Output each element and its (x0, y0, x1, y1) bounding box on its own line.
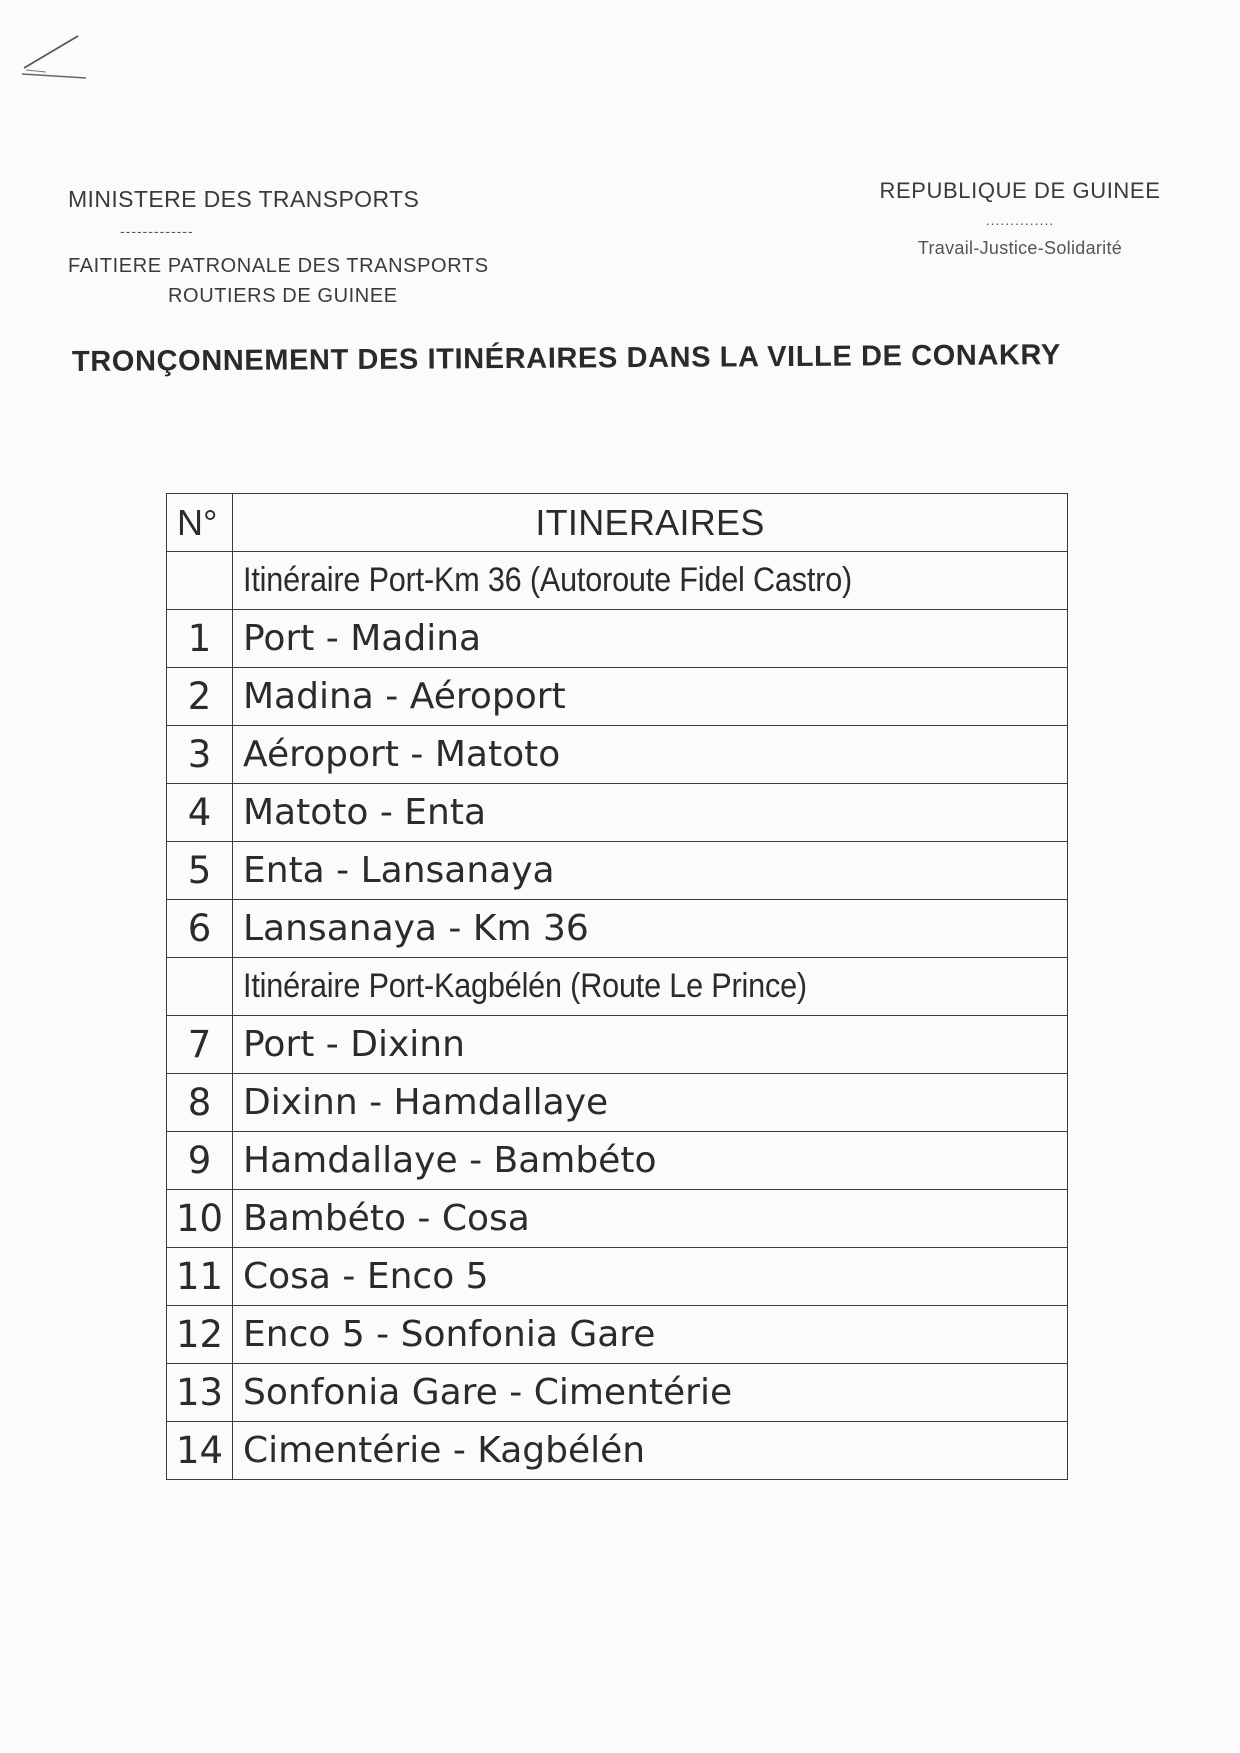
row-itinerary: Dixinn - Hamdallaye (233, 1074, 1068, 1132)
table-row (167, 1306, 1068, 1364)
section-title (233, 958, 1068, 1016)
table-row (167, 1074, 1068, 1132)
row-number: 7 (167, 1016, 233, 1074)
federation-name-line1: FAITIERE PATRONALE DES TRANSPORTS (68, 255, 489, 277)
republic-header (860, 178, 1180, 259)
republic-name: REPUBLIQUE DE GUINEE (879, 178, 1161, 203)
row-number: 1 (167, 610, 233, 668)
table-row (167, 900, 1068, 958)
national-motto: Travail-Justice-Solidarité (917, 238, 1123, 258)
row-itinerary: Port - Dixinn (233, 1016, 1068, 1074)
row-itinerary: Enco 5 - Sonfonia Gare (233, 1306, 1068, 1364)
table-row (167, 1016, 1068, 1074)
ministry-header (68, 186, 508, 311)
row-number: 6 (167, 900, 233, 958)
row-itinerary: Enta - Lansanaya (233, 842, 1068, 900)
row-itinerary: Matoto - Enta (233, 784, 1068, 842)
itineraries-table (166, 493, 1068, 1480)
row-itinerary: Madina - Aéroport (233, 668, 1068, 726)
row-itinerary: Bambéto - Cosa (233, 1190, 1068, 1248)
right-separator: .............. (985, 212, 1055, 228)
row-itinerary: Aéroport - Matoto (233, 726, 1068, 784)
section-number-cell (167, 958, 233, 1016)
pen-mark-icon (16, 30, 96, 90)
itineraries-table-container (166, 493, 1068, 1480)
section-title-text: Itinéraire Port-Kagbélén (Route Le Prince) (243, 967, 807, 1005)
table-header-row (167, 494, 1068, 552)
column-header-itineraries: ITINERAIRES (233, 494, 1068, 552)
table-row (167, 842, 1068, 900)
row-number: 10 (167, 1190, 233, 1248)
section-number-cell (167, 552, 233, 610)
section-title (233, 552, 1068, 610)
row-number: 14 (167, 1422, 233, 1480)
row-number: 12 (167, 1306, 233, 1364)
section-row (167, 552, 1068, 610)
table-row (167, 1248, 1068, 1306)
row-number: 5 (167, 842, 233, 900)
table-row (167, 668, 1068, 726)
federation-name-line2: ROUTIERS DE GUINEE (168, 285, 398, 307)
table-row (167, 726, 1068, 784)
table-row (167, 1190, 1068, 1248)
row-number: 3 (167, 726, 233, 784)
left-separator: ------------- (120, 223, 194, 239)
page-title: TRONÇONNEMENT DES ITINÉRAIRES DANS LA VILLE DE CONAKRY (71, 339, 1061, 378)
table-row (167, 610, 1068, 668)
row-itinerary: Cimentérie - Kagbélén (233, 1422, 1068, 1480)
section-row (167, 958, 1068, 1016)
row-itinerary: Cosa - Enco 5 (233, 1248, 1068, 1306)
table-row (167, 1132, 1068, 1190)
table-row (167, 1422, 1068, 1480)
row-itinerary: Hamdallaye - Bambéto (233, 1132, 1068, 1190)
row-number: 11 (167, 1248, 233, 1306)
section-title-text: Itinéraire Port-Km 36 (Autoroute Fidel Castro) (243, 561, 853, 599)
row-number: 13 (167, 1364, 233, 1422)
column-header-number: N° (167, 494, 233, 552)
row-itinerary: Sonfonia Gare - Cimentérie (233, 1364, 1068, 1422)
row-number: 2 (167, 668, 233, 726)
ministry-name: MINISTERE DES TRANSPORTS (68, 186, 420, 212)
table-row (167, 784, 1068, 842)
row-number: 9 (167, 1132, 233, 1190)
row-itinerary: Port - Madina (233, 610, 1068, 668)
row-itinerary: Lansanaya - Km 36 (233, 900, 1068, 958)
row-number: 8 (167, 1074, 233, 1132)
row-number: 4 (167, 784, 233, 842)
table-row (167, 1364, 1068, 1422)
